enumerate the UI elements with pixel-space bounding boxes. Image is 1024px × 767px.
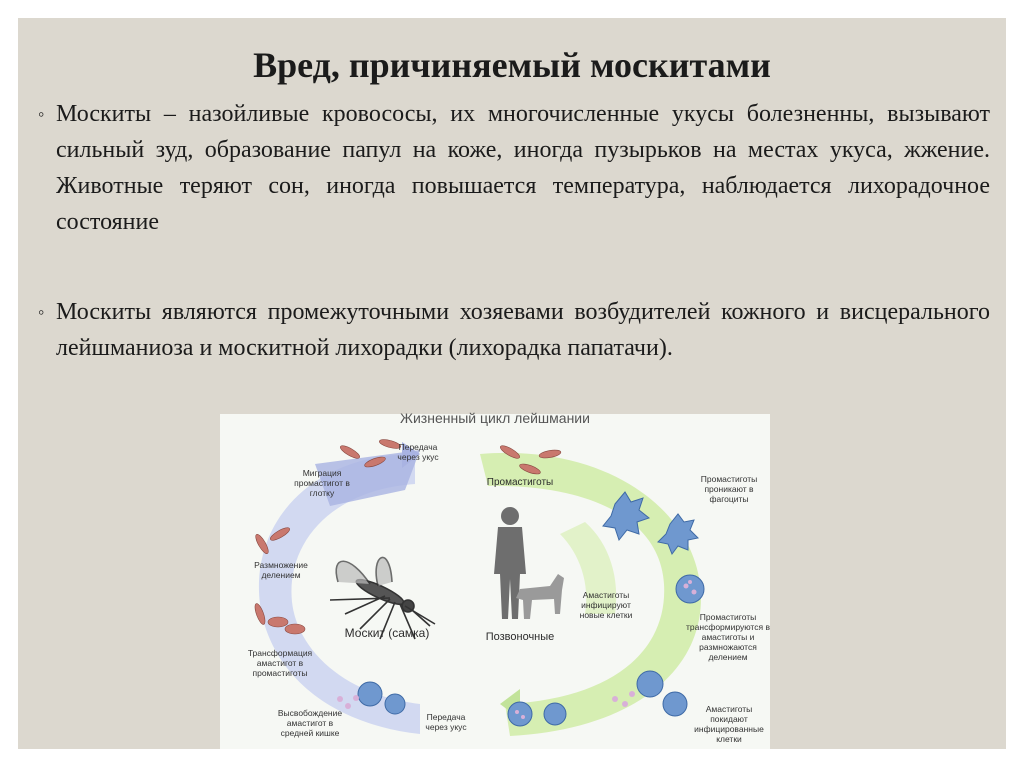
label-reproduction: Размножение делением (254, 560, 308, 580)
label-mosquito: Москит (самка) (344, 626, 430, 640)
label-vertebrates: Позвоночные (485, 631, 555, 643)
label-transfer-bottom: Передача через укус (425, 712, 467, 732)
label-release: Высвобождение амастигот в средней кишке (277, 708, 343, 738)
label-transform-right: Промастиготы трансформируются в амастиготы и размножаются делением (686, 612, 770, 662)
label-promastigotes: Промастиготы (486, 477, 554, 488)
bullet-item (38, 96, 990, 240)
bullet-item (38, 294, 990, 366)
dog-icon (516, 574, 564, 619)
slide (18, 18, 1006, 749)
human-icon (494, 507, 526, 619)
label-amastigotes-infect: Амастиготы инфицируют новые клетки (579, 590, 633, 620)
label-migration: Миграция промастигот в глотку (294, 468, 350, 498)
bullet-icon: ◦ (38, 104, 45, 124)
bullet-text: Москиты – назойливые кровососы, их многочисленные укусы болезненны, вызывают сильный зуд, образование папул на коже, иногда пузырьков на местах укуса, жжение. Животные теряют сон, иногда повышается температура, наблюдается лихорадочное состояние (56, 101, 990, 235)
label-penetrate: Промастиготы проникают в фагоциты (700, 474, 758, 504)
slide-title: Вред, причиняемый москитами (253, 45, 771, 85)
label-transfer-top: Передача через укус (397, 442, 439, 462)
bullet-icon: ◦ (38, 302, 45, 322)
leishmania-lifecycle-diagram (220, 410, 770, 749)
diagram-title: Жизненный цикл лейшмании (400, 410, 590, 426)
label-amastigotes-leave: Амастиготы покидают инфицированные клетки (694, 704, 764, 744)
bullet-text: Москиты являются промежуточными хозяевами возбудителей кожного и висцерального лейшманиоза и москитной лихорадки (лихорадка папатачи). (56, 299, 990, 361)
lifecycle-illustration (220, 414, 770, 749)
label-transform-left: Трансформация амастигот в промастиготы (247, 648, 313, 678)
